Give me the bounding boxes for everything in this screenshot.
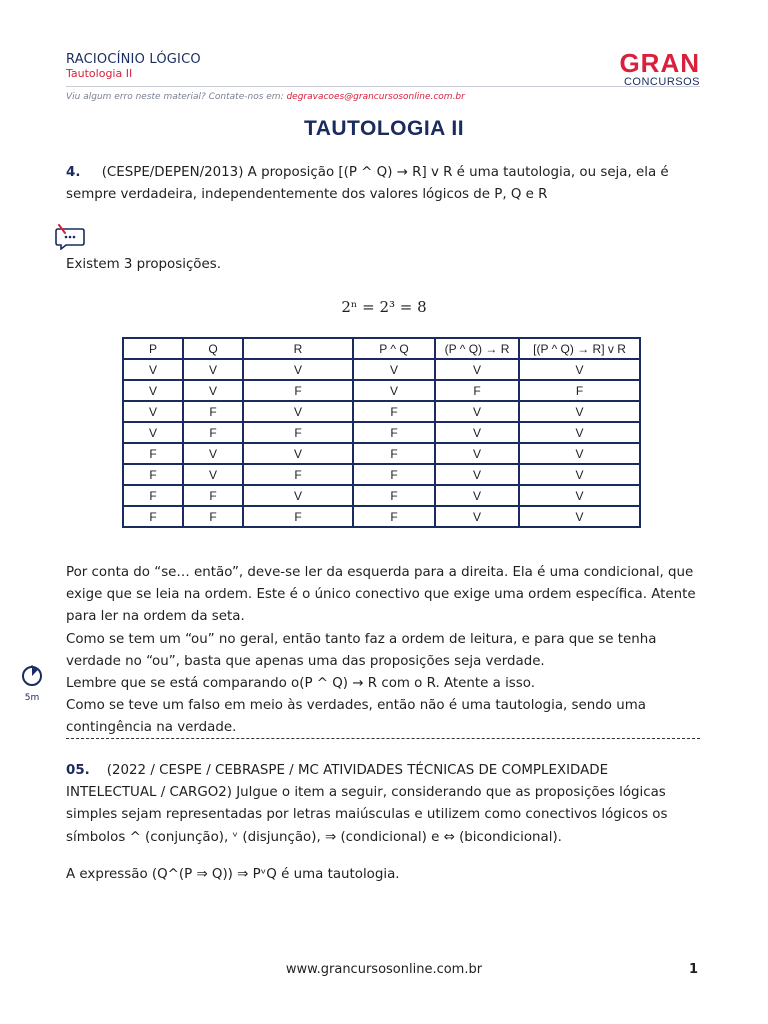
explanation <box>66 562 700 740</box>
table-cell: F <box>183 401 243 422</box>
timer <box>20 665 44 703</box>
comment-icon[interactable] <box>54 224 86 250</box>
table-cell: V <box>519 464 640 485</box>
table-cell: F <box>183 506 243 527</box>
table-cell: V <box>435 506 519 527</box>
question-5-text: (2022 / CESPE / CEBRASPE / MC ATIVIDADES TÉCNICAS DE COMPLEXIDADE INTELECTUAL / CARGO2) Julgue o item a seguir, considerando que as proposições lógicas simples sejam representadas por letras maiúsculas e utilizem como conectivos lógicos os símbolos ^ (conjunção), ᵛ (disjunção), ⇒ (condicional) e ⇔ (bicondicional). <box>66 763 668 845</box>
table-header-cell: Q <box>183 338 243 359</box>
table-row <box>123 380 640 401</box>
table-header-cell: (P ^ Q) → R <box>435 338 519 359</box>
table-header-cell: P ^ Q <box>353 338 435 359</box>
page-title: TAUTOLOGIA II <box>303 117 465 140</box>
table-cell: F <box>243 464 353 485</box>
timer-icon <box>21 665 43 687</box>
table-cell: V <box>435 422 519 443</box>
table-cell: F <box>123 506 183 527</box>
table-cell: F <box>353 485 435 506</box>
table-cell: F <box>353 401 435 422</box>
table-header-cell: R <box>243 338 353 359</box>
explanation-text: Por conta do “se… então”, deve-se ler da esquerda para a direita. Ela é uma condicional, que exige que se leia na ordem. Este é o único conectivo que exige uma ordem específica. Atente para ler na ordem da seta. Como se tem um “ou” no geral, então tanto faz a ordem de leitura, e para que se tenha verdade no “ou”, basta que apenas uma das proposições seja verdade. Lembre que se está comparando o(P ^ Q) → R com o R. Atente a isso. Como se teve um falso em meio às verdades, então não é uma tautologia, sendo uma contingência na verdade. <box>66 565 696 736</box>
table-cell: V <box>435 359 519 380</box>
question-5-number: 05. <box>66 763 90 778</box>
table-cell: V <box>123 380 183 401</box>
table-cell: V <box>123 422 183 443</box>
logo-sub-text: CONCURSOS <box>623 76 700 88</box>
table-row <box>123 422 640 443</box>
intro-text: Existem 3 proposições. <box>66 257 221 272</box>
table-header-cell: [(P ^ Q) → R] v R <box>519 338 640 359</box>
table-header-cell: P <box>123 338 183 359</box>
contact-email[interactable]: degravacoes@grancursosonline.com.br <box>286 92 465 102</box>
footer-url[interactable]: www.grancursosonline.com.br <box>285 962 483 977</box>
table-row <box>123 485 640 506</box>
table-cell: V <box>183 380 243 401</box>
table-cell: V <box>183 443 243 464</box>
header-contact <box>66 92 465 102</box>
table-cell: V <box>519 443 640 464</box>
table-cell: V <box>243 359 353 380</box>
table-cell: V <box>243 443 353 464</box>
question-4-text: (CESPE/DEPEN/2013) A proposição [(P ^ Q) → R] v R é uma tautologia, ou seja, ela é sempre verdadeira, independentemente dos valores lógicos de P, Q e R <box>66 165 669 203</box>
table-cell: V <box>435 401 519 422</box>
table-cell: F <box>435 380 519 401</box>
truth-table <box>122 337 641 528</box>
table-cell: F <box>183 422 243 443</box>
question-4 <box>66 162 700 206</box>
table-cell: V <box>183 359 243 380</box>
logo-main-text: GRAN <box>619 48 700 78</box>
page-number: 1 <box>688 962 698 977</box>
gran-logo <box>616 50 700 88</box>
table-cell: F <box>353 506 435 527</box>
table-row <box>123 506 640 527</box>
table-header-row <box>123 338 640 359</box>
table-cell: F <box>243 506 353 527</box>
table-cell: F <box>519 380 640 401</box>
table-row <box>123 443 640 464</box>
table-cell: V <box>183 464 243 485</box>
timer-label: 5m <box>24 693 40 703</box>
table-cell: F <box>243 422 353 443</box>
table-cell: F <box>183 485 243 506</box>
table-cell: V <box>519 422 640 443</box>
section-divider <box>66 738 700 739</box>
table-cell: V <box>123 359 183 380</box>
table-cell: F <box>123 485 183 506</box>
formula: 2ⁿ = 2³ = 8 <box>341 298 427 316</box>
table-cell: V <box>243 485 353 506</box>
table-cell: F <box>123 464 183 485</box>
table-cell: V <box>519 359 640 380</box>
table-row <box>123 401 640 422</box>
table-cell: V <box>353 380 435 401</box>
question-5-statement: A expressão (Q^(P ⇒ Q)) ⇒ PᵛQ é uma tautologia. <box>66 867 400 882</box>
table-cell: V <box>243 401 353 422</box>
table-cell: V <box>123 401 183 422</box>
header-divider <box>66 86 700 87</box>
table-cell: V <box>519 401 640 422</box>
table-cell: V <box>519 485 640 506</box>
table-cell: F <box>353 464 435 485</box>
table-cell: V <box>519 506 640 527</box>
question-5 <box>66 760 700 849</box>
table-cell: V <box>435 485 519 506</box>
header-topic: Tautologia II <box>66 67 133 80</box>
table-cell: F <box>353 422 435 443</box>
header-subject: RACIOCÍNIO LÓGICO <box>66 52 201 67</box>
table-cell: F <box>243 380 353 401</box>
table-cell: V <box>435 464 519 485</box>
table-row <box>123 359 640 380</box>
table-body <box>123 359 640 527</box>
table-cell: F <box>123 443 183 464</box>
table-cell: V <box>435 443 519 464</box>
question-4-number: 4. <box>66 165 81 180</box>
table-cell: V <box>353 359 435 380</box>
contact-prefix: Viu algum erro neste material? Contate-nos em: <box>66 92 287 102</box>
table-cell: F <box>353 443 435 464</box>
table-row <box>123 464 640 485</box>
